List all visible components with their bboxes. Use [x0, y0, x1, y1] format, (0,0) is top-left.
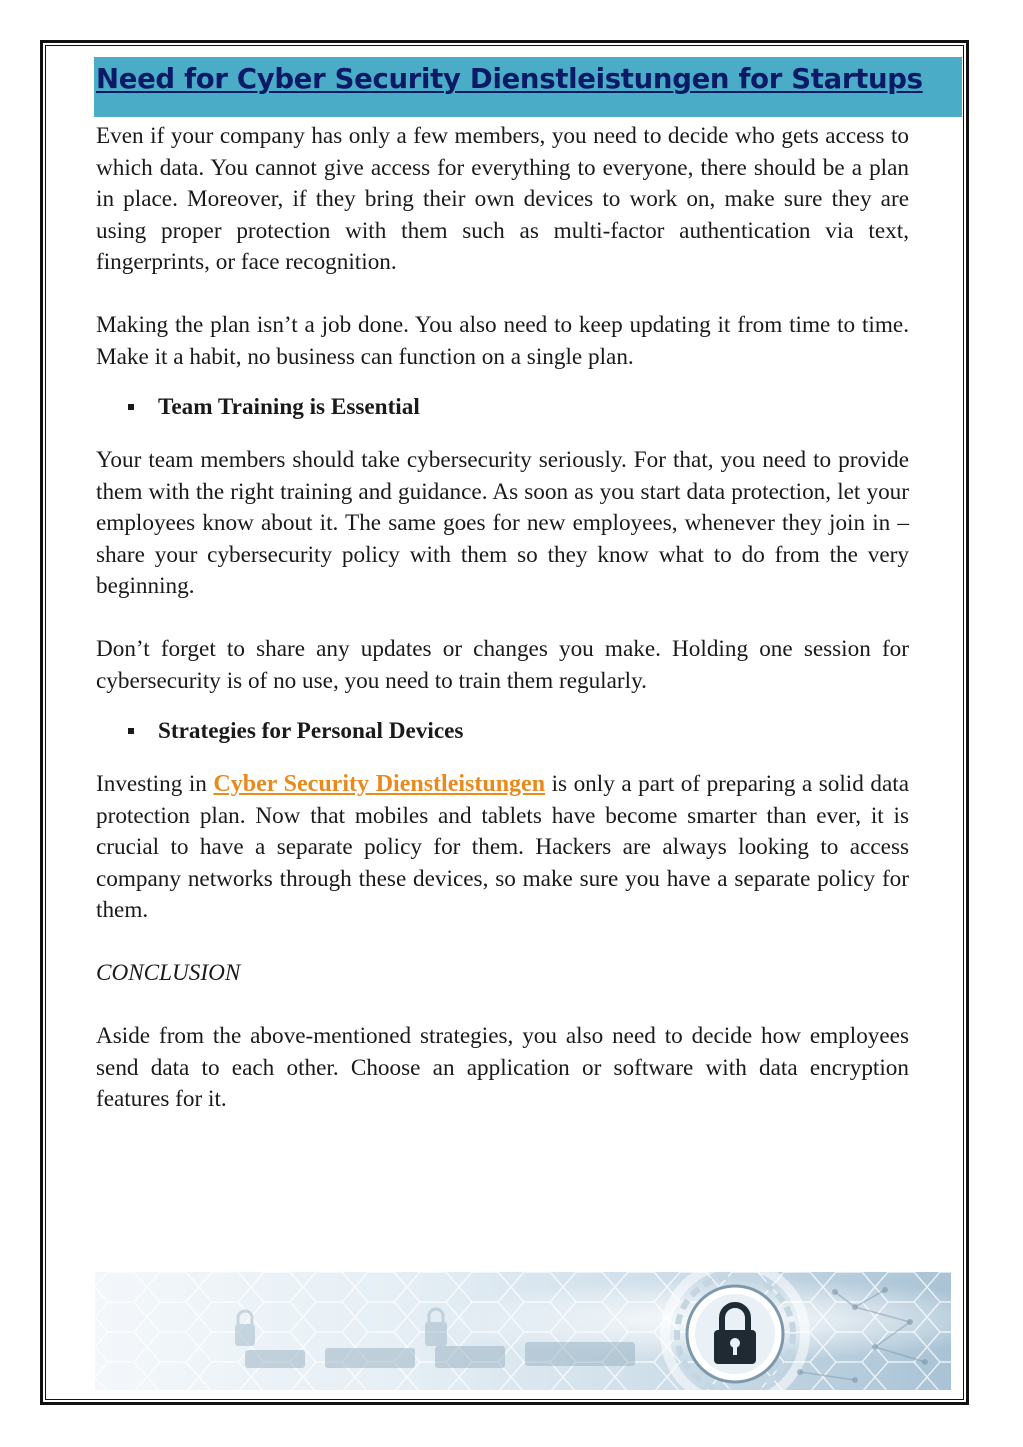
- conclusion-heading: CONCLUSION: [96, 960, 241, 986]
- cyber-security-link[interactable]: Cyber Security Dienstleistungen: [213, 771, 546, 797]
- square-bullet-icon: [128, 728, 134, 734]
- paragraph-team-training: Your team members should take cybersecurity seriously. For that, you need to provide them with the right training and guidance. As soon as you start data protection, let your employees know about it. The same goes for new employees, whenever they join in – share your cybersecurity policy with them so they know what to do from the very beginning.: [96, 447, 909, 599]
- paragraph-text: Investing in: [96, 771, 207, 797]
- bullet-item-team-training: [96, 391, 909, 423]
- bullet-heading: Strategies for Personal Devices: [158, 717, 464, 744]
- document-body: [96, 121, 909, 1116]
- paragraph-access-plan: Even if your company has only a few members, you need to decide who gets access to which data. You cannot give access for everything to everyone, there should be a plan in place. Moreover, if they bring their own devices to work on, make sure they are using proper protection with them such as multi-factor authentication via text, fingerprints, or face recognition.: [96, 123, 909, 275]
- paragraph-update-plan: Making the plan isn’t a job done. You also need to keep updating it from time to time. Make it a habit, no business can function on a single plan.: [96, 312, 909, 370]
- square-bullet-icon: [128, 404, 134, 410]
- page-title: Need for Cyber Security Dienstleistungen for Startups: [96, 63, 923, 95]
- paragraph-investing: [96, 769, 909, 927]
- paragraph-conclusion: Aside from the above-mentioned strategies, you also need to decide how employees send data to each other. Choose an application or software with data encryption features for it.: [96, 1023, 909, 1112]
- bullet-item-personal-devices: [96, 715, 909, 747]
- bullet-heading: Team Training is Essential: [158, 393, 420, 420]
- paragraph-share-updates: Don’t forget to share any updates or changes you make. Holding one session for cybersecurity is of no use, you need to train them regularly.: [96, 636, 909, 694]
- title-bar: [94, 57, 962, 117]
- paragraph-text: is only a part of preparing a solid data protection plan. Now that mobiles and tablets have become smarter than ever, it is crucial to have a separate policy for them. Hackers are always looking to access company networks through these devices, so make sure you have a separate policy for them.: [96, 771, 909, 923]
- cyber-security-banner-image: [95, 1272, 951, 1390]
